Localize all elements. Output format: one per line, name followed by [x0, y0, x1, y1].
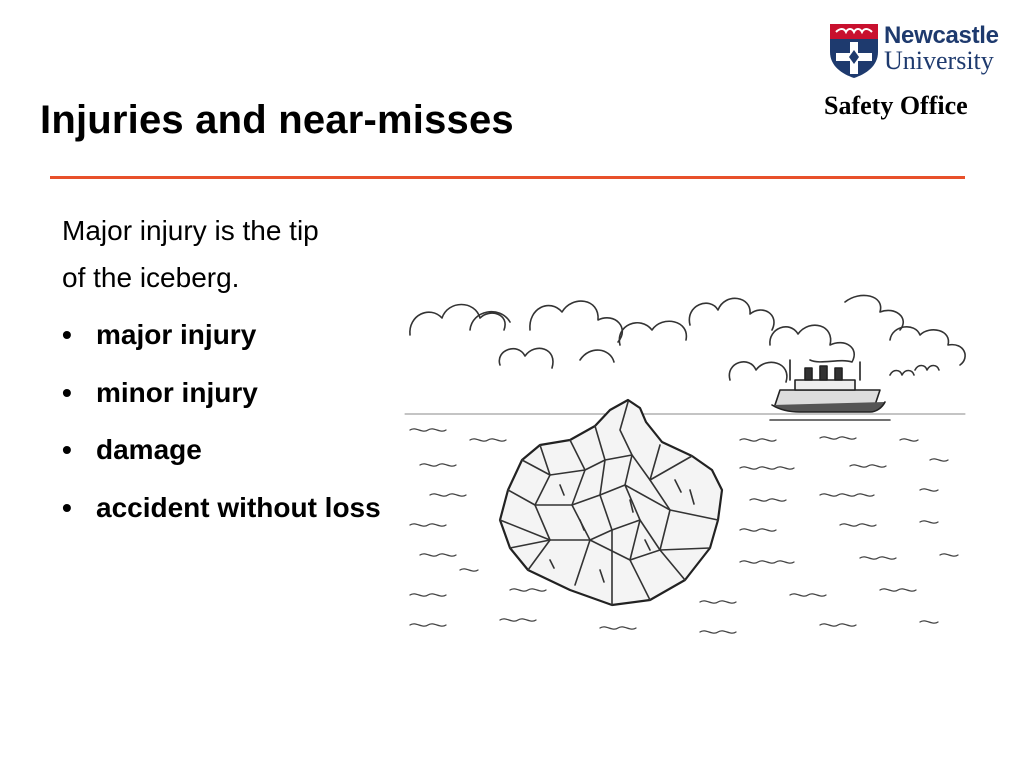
intro-text: [62, 207, 319, 301]
title-divider: [50, 176, 965, 179]
office-label: Safety Office: [824, 91, 968, 120]
bullet-list: [62, 306, 381, 536]
university-logo: [828, 22, 1013, 82]
bullet-item: [62, 306, 381, 364]
slide-title: Injuries and near-misses: [40, 98, 514, 142]
iceberg-illustration: [400, 290, 970, 650]
cloud-icon: [499, 321, 686, 368]
logo-line-1: Newcastle: [884, 22, 999, 49]
logo-line-2: University: [884, 46, 994, 75]
bullet-text: accident without loss: [96, 491, 381, 523]
intro-line-2: of the iceberg.: [62, 262, 240, 293]
iceberg-icon: [500, 400, 722, 605]
bullet-item: [62, 364, 381, 422]
intro-line-1: Major injury is the tip: [62, 215, 319, 246]
cloud-icon: [410, 301, 622, 342]
bullet-text: damage: [96, 434, 202, 465]
bullet-item: [62, 479, 381, 537]
bullet-item: [62, 421, 381, 479]
bullet-icon: •: [62, 319, 72, 350]
bullet-icon: •: [62, 434, 72, 465]
shield-icon: [828, 22, 880, 80]
steamship-icon: [770, 360, 890, 420]
bullet-text: minor injury: [96, 376, 258, 408]
bullet-text: major injury: [96, 319, 257, 350]
bullet-icon: •: [62, 491, 72, 523]
bullet-icon: •: [62, 376, 72, 408]
